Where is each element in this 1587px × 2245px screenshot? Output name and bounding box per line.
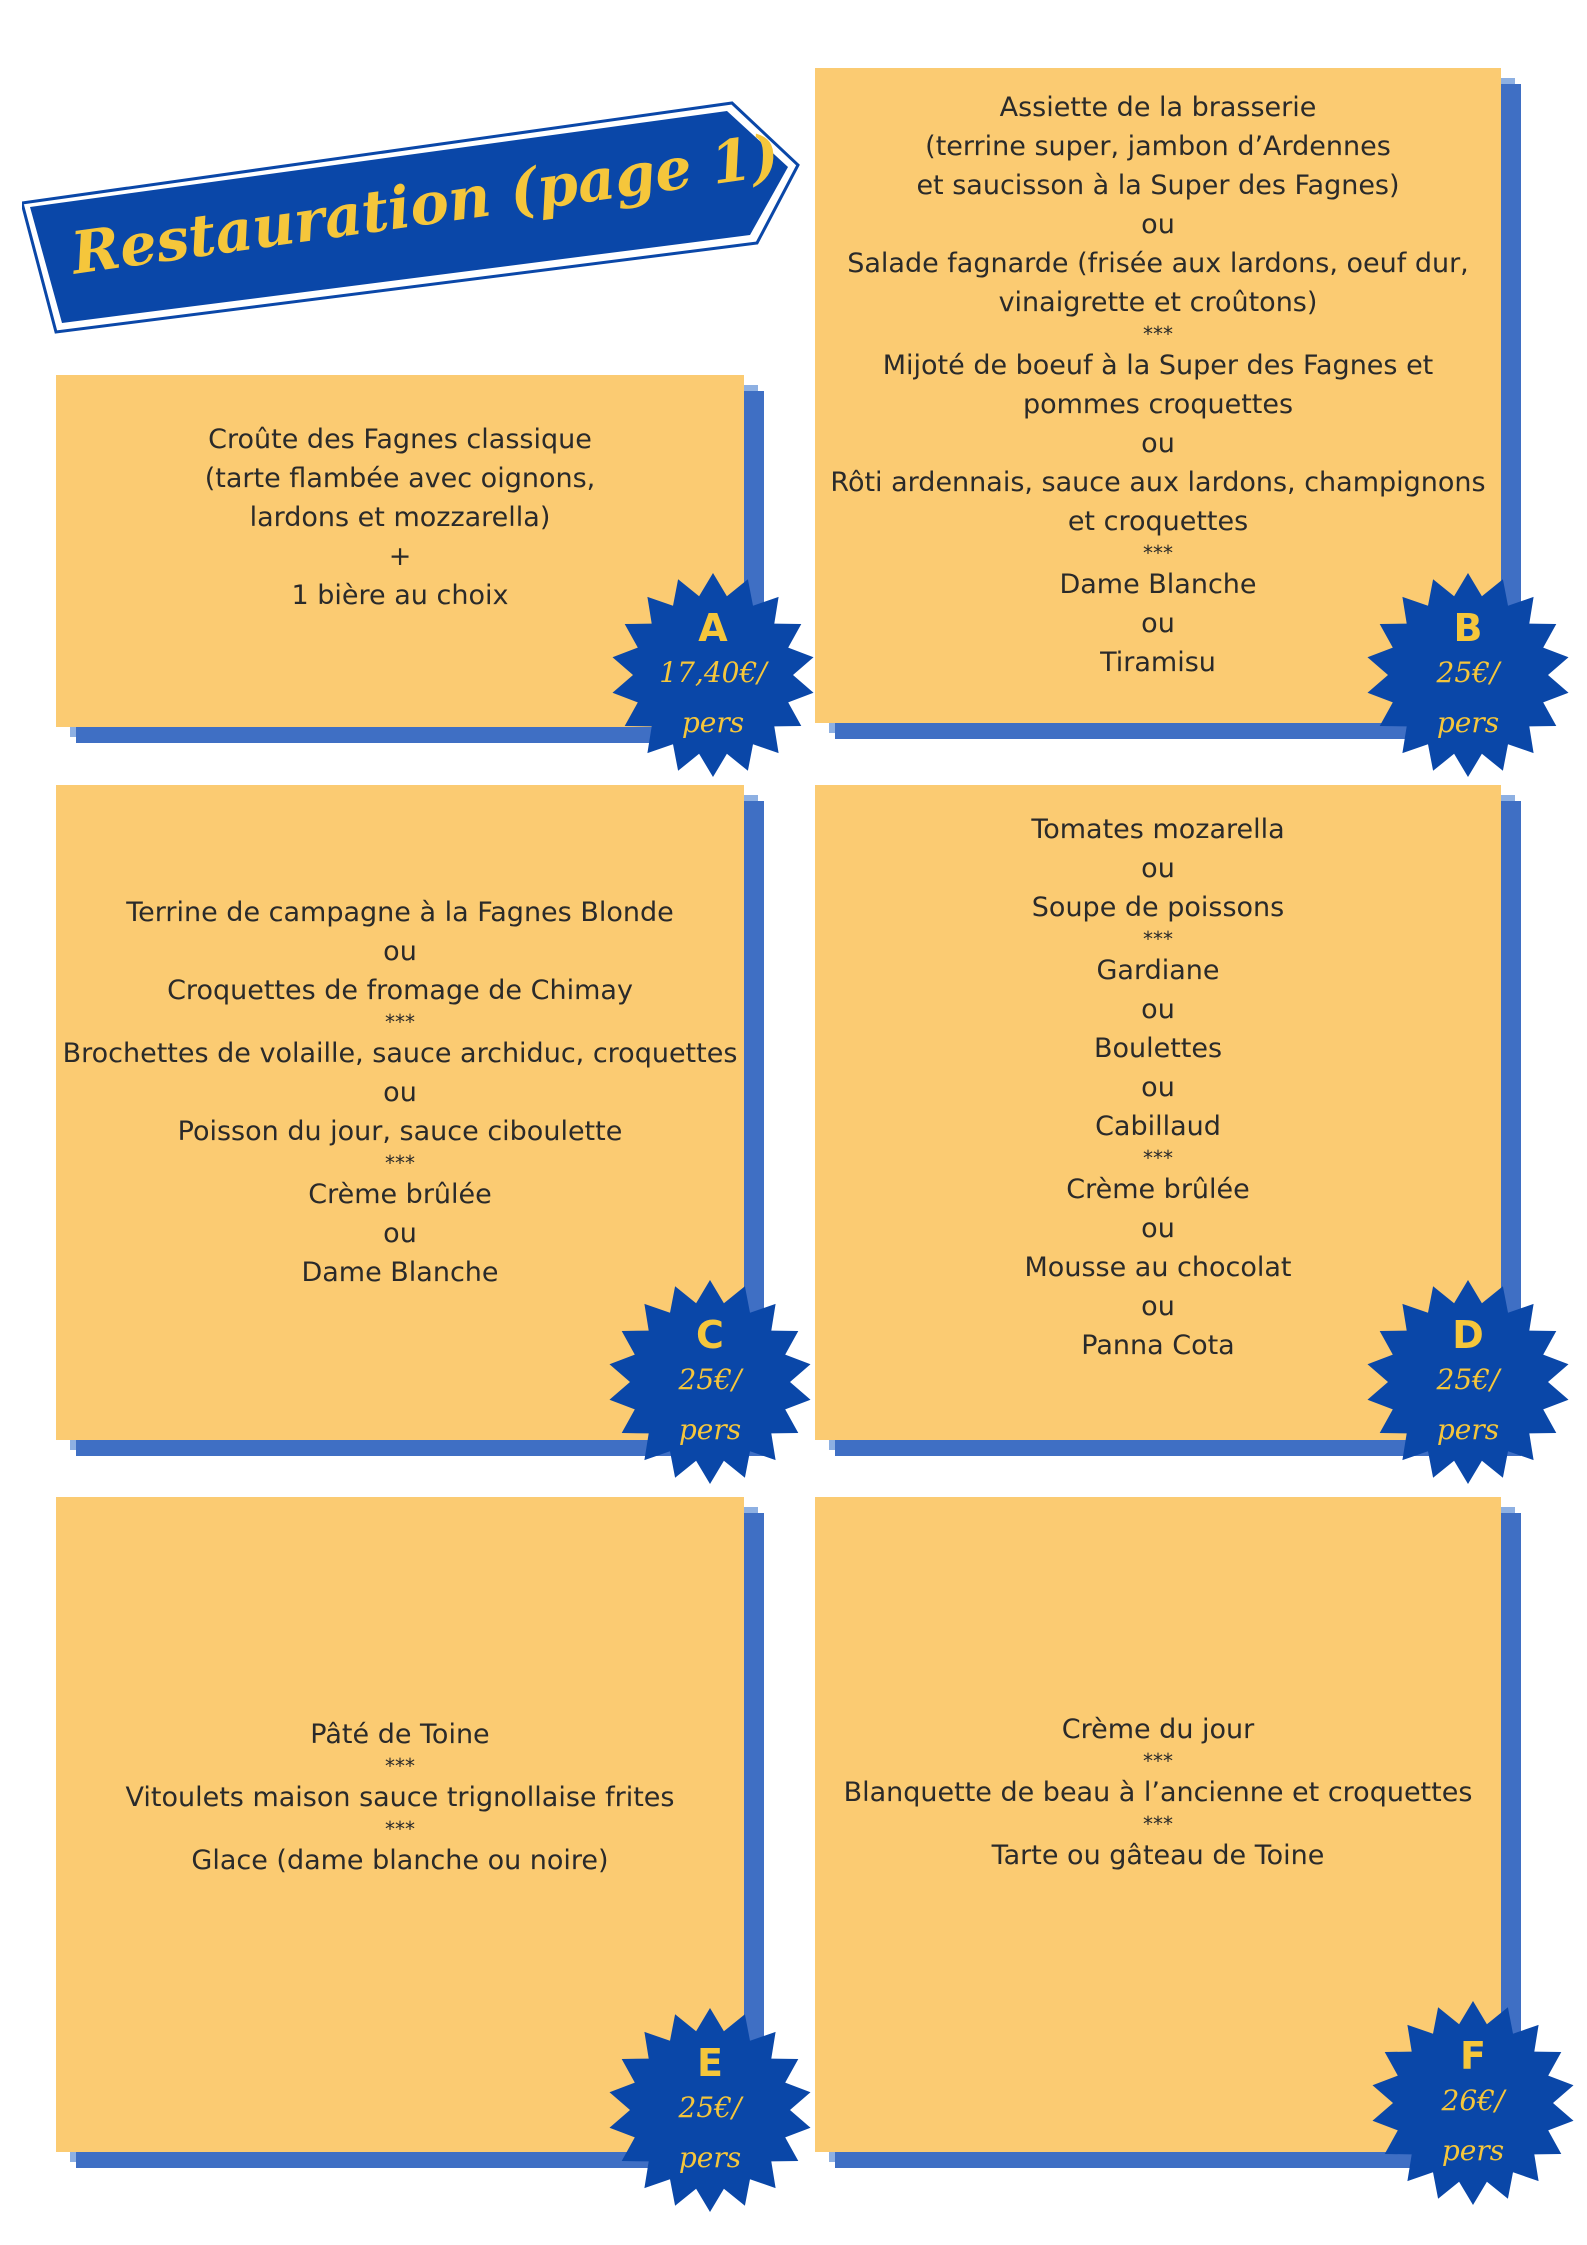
menu-line: Mousse au chocolat — [1024, 1252, 1292, 1283]
menu-price: 25€/ — [1436, 1363, 1500, 1396]
menu-separator: *** — [1142, 1812, 1173, 1836]
menu-line: ou — [1141, 209, 1175, 240]
menu-line: Croûte des Fagnes classique — [208, 424, 592, 455]
menu-line: Salade fagnarde (frisée aux lardons, oeuf dur, — [847, 248, 1469, 279]
menu-per-person: pers — [678, 2141, 742, 2174]
menu-line: Terrine de campagne à la Fagnes Blonde — [126, 897, 674, 928]
menu-line: + — [388, 541, 412, 572]
menu-letter: D — [1452, 1313, 1484, 1357]
menu-line: ou — [1141, 853, 1175, 884]
price-badge-a — [608, 570, 818, 780]
menu-line: (tarte flambée avec oignons, — [204, 463, 596, 494]
menu-line: (terrine super, jambon d’Ardennes — [925, 131, 1391, 162]
menu-line: Dame Blanche — [301, 1257, 499, 1288]
price-badge-f — [1368, 1998, 1578, 2208]
menu-line: lardons et mozzarella) — [249, 502, 551, 533]
menu-separator: *** — [1143, 322, 1173, 346]
menu-separator: *** — [1143, 927, 1173, 951]
menu-line: et saucisson à la Super des Fagnes) — [916, 170, 1400, 201]
menu-line: Crème brûlée — [308, 1179, 492, 1210]
menu-line: ou — [1141, 608, 1175, 639]
price-badge-b — [1363, 570, 1573, 780]
menu-line: ou — [1141, 994, 1175, 1025]
menu-per-person: pers — [1441, 2134, 1505, 2167]
menu-price: 25€/ — [678, 2091, 742, 2124]
menu-line: ou — [1141, 428, 1175, 459]
menu-line: ou — [383, 936, 417, 967]
menu-line: Mijoté de boeuf à la Super des Fagnes et — [882, 350, 1434, 381]
menu-line: Dame Blanche — [1059, 569, 1257, 600]
menu-line: Crème du jour — [1061, 1714, 1255, 1745]
menu-line: Crème brûlée — [1066, 1174, 1250, 1205]
menu-per-person: pers — [1436, 1413, 1500, 1446]
menu-lines — [126, 1715, 675, 1880]
menu-letter: A — [698, 606, 728, 650]
menu-line: Croquettes de fromage de Chimay — [167, 975, 633, 1006]
menu-line: ou — [383, 1077, 417, 1108]
menu-letter: F — [1460, 2034, 1486, 2078]
menu-line: ou — [1141, 1291, 1175, 1322]
menu-line: Tiramisu — [1100, 647, 1216, 678]
menu-line: 1 bière au choix — [291, 580, 509, 611]
menu-separator: *** — [1142, 1749, 1173, 1773]
menu-line: Tomates mozarella — [1031, 814, 1285, 845]
menu-line: vinaigrette et croûtons) — [998, 287, 1318, 318]
menu-line: Assiette de la brasserie — [999, 92, 1317, 123]
menu-line: Pâté de Toine — [310, 1719, 490, 1750]
price-badge-c — [605, 1277, 815, 1487]
menu-line: ou — [1141, 1213, 1175, 1244]
page-title: Restauration (page 1) — [67, 121, 784, 288]
menu-line: Rôti ardennais, sauce aux lardons, champignons — [830, 467, 1486, 498]
menu-line: Cabillaud — [1095, 1111, 1221, 1142]
menu-line: ou — [1141, 1072, 1175, 1103]
menu-separator: *** — [385, 1010, 415, 1034]
price-badge-e — [605, 2005, 815, 2215]
menu-line: pommes croquettes — [1022, 389, 1294, 420]
menu-letter: C — [696, 1313, 724, 1357]
menu-lines — [63, 893, 738, 1292]
menu-price: 26€/ — [1441, 2084, 1505, 2117]
menu-line: Soupe de poissons — [1031, 892, 1285, 923]
menu-letter: B — [1453, 606, 1483, 650]
menu-letter: E — [697, 2041, 723, 2085]
menu-line: Boulettes — [1093, 1033, 1223, 1064]
menu-price: 17,40€/ — [659, 656, 767, 689]
menu-per-person: pers — [1436, 706, 1500, 739]
menu-line: ou — [383, 1218, 417, 1249]
menu-line: Panna Cota — [1081, 1330, 1235, 1361]
menu-lines — [205, 420, 595, 615]
menu-line: Vitoulets maison sauce trignollaise frites — [125, 1782, 675, 1813]
menu-separator: *** — [1143, 541, 1173, 565]
title-banner — [22, 95, 802, 345]
menu-line: Blanquette de beau à l’ancienne et croquettes — [843, 1777, 1473, 1808]
menu-line: Poisson du jour, sauce ciboulette — [177, 1116, 623, 1147]
price-badge-d — [1363, 1277, 1573, 1487]
menu-separator: *** — [1143, 1146, 1173, 1170]
menu-separator: *** — [384, 1817, 415, 1841]
menu-price: 25€/ — [1436, 656, 1500, 689]
menu-per-person: pers — [681, 706, 745, 739]
menu-line: Glace (dame blanche ou noire) — [191, 1845, 609, 1876]
menu-lines — [1025, 810, 1292, 1365]
menu-line: Gardiane — [1096, 955, 1220, 986]
menu-price: 25€/ — [678, 1363, 742, 1396]
menu-line: Tarte ou gâteau de Toine — [991, 1840, 1325, 1871]
menu-line: Brochettes de volaille, sauce archiduc, croquettes — [62, 1038, 738, 1069]
menu-line: et croquettes — [1067, 506, 1249, 537]
menu-per-person: pers — [678, 1413, 742, 1446]
menu-separator: *** — [384, 1754, 415, 1778]
menu-lines — [844, 1710, 1473, 1875]
menu-separator: *** — [385, 1151, 415, 1175]
